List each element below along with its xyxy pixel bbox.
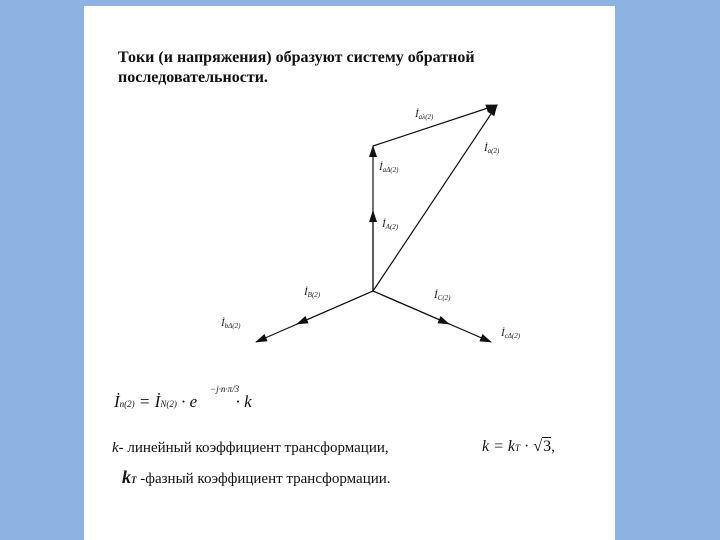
phasor-diagram — [84, 6, 615, 540]
label-iC: İC(2) — [434, 289, 451, 302]
label-ia: İa(2) — [484, 142, 500, 155]
label-ib-delta: İbΔ(2) — [221, 317, 241, 330]
k-formula: k = kT · √3, — [482, 438, 556, 455]
linear-coefficient-text: k- линейный коэффициент трансформации, — [112, 440, 389, 456]
formula-exponent: −j·n·π/3 — [210, 384, 240, 394]
label-ia-lambda: İaλ(2) — [415, 108, 434, 121]
transform-formula: İn(2) = İN(2) · e −j·n·π/3 · k — [114, 384, 252, 411]
label-ia-delta: İaΔ(2) — [379, 161, 399, 174]
slide — [84, 6, 615, 540]
slide-title: Токи (и напряжения) образуют систему обратной последовательности. — [118, 49, 475, 86]
vector-ia — [373, 105, 497, 291]
vector-ia-lambda — [373, 105, 497, 146]
label-iB: İB(2) — [304, 286, 321, 299]
phase-coefficient-text: kT -фазный коэффициент трансформации. — [122, 467, 391, 487]
label-ic-delta: İcΔ(2) — [501, 327, 521, 340]
label-iA: İA(2) — [382, 218, 399, 231]
